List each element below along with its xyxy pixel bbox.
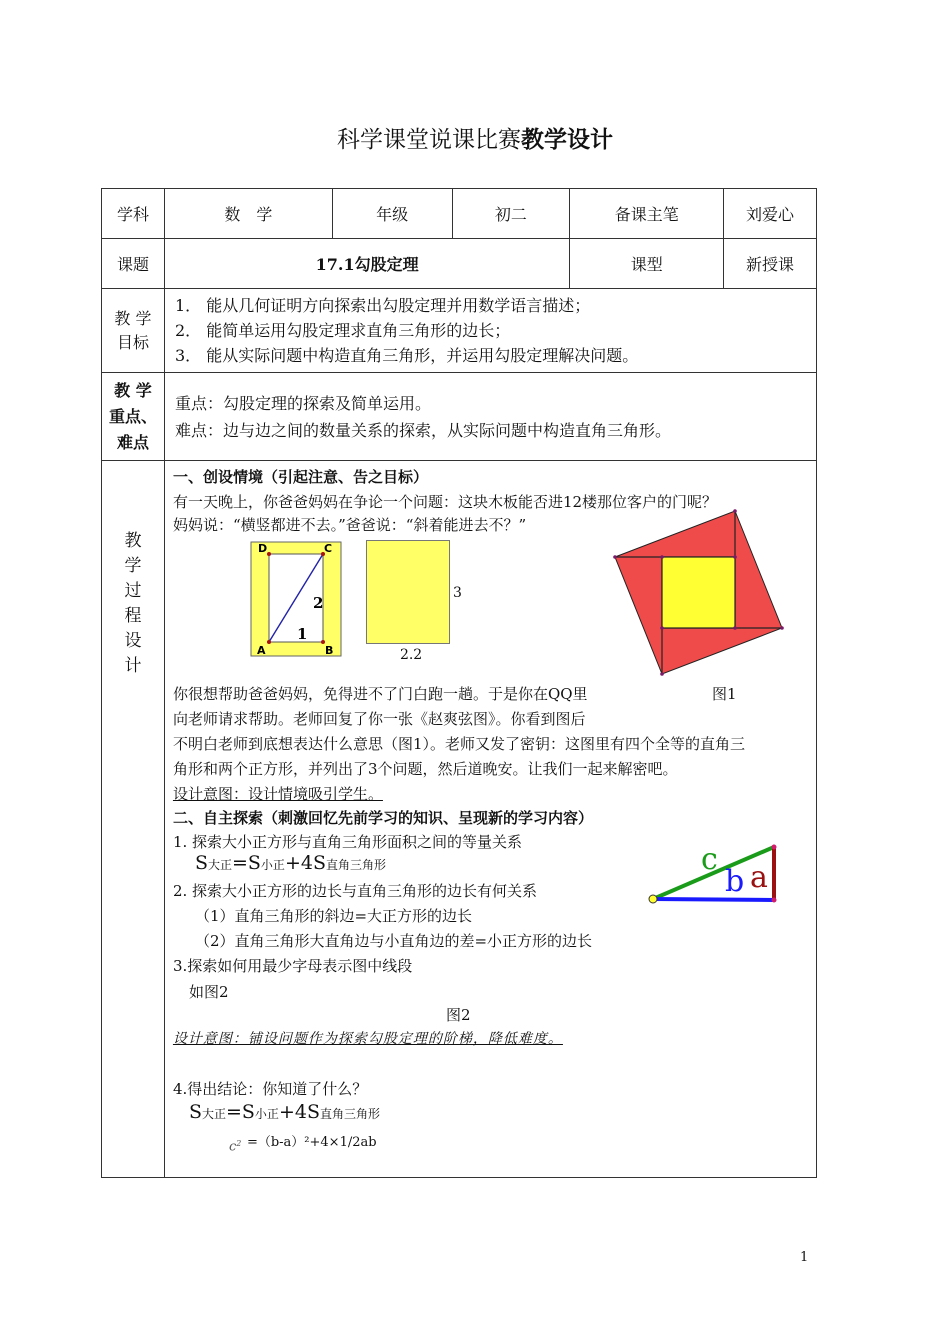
topic-value: 17.1勾股定理 — [164, 239, 569, 289]
section1-p5: 不明白老师到底想表达什么意思（图1）。老师又发了密钥：这图里有四个全等的直角三 — [172, 735, 745, 753]
board-height-label: 3 — [452, 585, 462, 601]
section1-intent: 设计意图：设计情境吸引学生。 — [172, 785, 383, 803]
subject-value: 数 学 — [164, 189, 332, 239]
section2-a1: （1）直角三角形的斜边=大正方形的边长 — [194, 907, 473, 925]
goal-item: 1． 能从几何证明方向探索出勾股定理并用数学语言描述； — [174, 296, 591, 315]
keypoints-content — [164, 373, 816, 461]
label-b: b — [724, 864, 745, 899]
type-value: 新授课 — [724, 239, 817, 289]
section2-q4: 4.得出结论：你知道了什么？ — [172, 1080, 368, 1098]
goals-label: 教 学 目标 — [102, 289, 165, 373]
author-value: 刘爱心 — [724, 189, 817, 239]
page-number: 1 — [800, 1250, 809, 1265]
type-label: 课型 — [570, 239, 724, 289]
page-title: 科学课堂说课比赛教学设计 — [337, 126, 613, 153]
difficulty-text: 难点：边与边之间的数量关系的探索，从实际问题中构造直角三角形。 — [174, 420, 671, 440]
side-b — [653, 899, 774, 900]
section2-a2: （2）直角三角形大直角边与小直角边的差=小正方形的边长 — [194, 932, 593, 950]
row-topic — [102, 239, 817, 289]
small-square — [662, 557, 735, 628]
label-2: 2 — [312, 594, 324, 612]
section2-q3b: 如图2 — [188, 983, 229, 1001]
goal-item: 2． 能简单运用勾股定理求直角三角形的边长； — [174, 321, 511, 340]
section2-q3: 3.探索如何用最少字母表示图中线段 — [172, 957, 413, 975]
grade-label: 年级 — [332, 189, 452, 239]
author-label: 备课主笔 — [570, 189, 724, 239]
process-content — [164, 461, 816, 1178]
focus-text: 重点：勾股定理的探索及简单运用。 — [174, 393, 431, 413]
section1-p6: 角形和两个正方形，并列出了3个问题，然后道晚安。让我们一起来解密吧。 — [172, 760, 678, 778]
goal-item: 3． 能从实际问题中构造直角三角形，并运用勾股定理解决问题。 — [174, 346, 639, 365]
section1-p4: 向老师请求帮助。老师回复了你一张《赵爽弦图》。你看到图后 — [172, 710, 586, 728]
row-subject — [102, 189, 817, 239]
label-c: c — [700, 842, 718, 877]
board-width-label: 2.2 — [399, 647, 423, 663]
area-formula-1: S大正=S小正+4S直角三角形 — [194, 852, 386, 874]
row-keypoints — [102, 373, 817, 461]
label-B: B — [324, 644, 334, 657]
section1-heading: 一、创设情境（引起注意、告之目标） — [172, 468, 428, 486]
lesson-plan-table — [101, 188, 817, 1178]
section2-q2: 2. 探索大小正方形的边长与直角三角形的边长有何关系 — [172, 882, 538, 900]
label-A: A — [256, 644, 266, 657]
grade-value: 初二 — [452, 189, 570, 239]
section1-p2: 妈妈说：“横竖都进不去。”爸爸说：“斜着能进去不？” — [172, 516, 527, 534]
right-triangle-figure — [647, 839, 782, 911]
keypoints-label: 教 学 重点、 难点 — [102, 373, 165, 461]
label-C: C — [323, 542, 333, 555]
process-label: 教 学 过 程 设 计 — [102, 461, 165, 1178]
row-goals — [102, 289, 817, 373]
section2-heading: 二、自主探索（刺激回忆先前学习的知识、呈现新的学习内容） — [172, 809, 593, 827]
label-a: a — [749, 860, 768, 895]
zhao-shuang-figure — [612, 509, 787, 681]
figure2-label: 图2 — [445, 1006, 471, 1024]
area-formula-2: S大正=S小正+4S直角三角形 — [188, 1101, 380, 1123]
section2-q1: 1. 探索大小正方形与直角三角形面积之间的等量关系 — [172, 833, 523, 851]
topic-label: 课题 — [102, 239, 165, 289]
figure1-label: 图1 — [711, 685, 737, 703]
section2-intent: 设计意图：铺设问题作为探索勾股定理的阶梯，降低难度。 — [172, 1031, 563, 1047]
subject-label: 学科 — [102, 189, 165, 239]
c-squared: $c^2$ — [228, 1139, 242, 1155]
label-D: D — [257, 542, 268, 555]
section1-p1: 有一天晚上，你爸爸妈妈在争论一个问题：这块木板能否进12楼那位客户的门呢？ — [172, 493, 718, 511]
board-rect — [366, 540, 450, 644]
pythagoras-formula: =（b-a）²+4×1/2ab — [246, 1135, 377, 1150]
label-1: 1 — [296, 625, 308, 643]
goals-list — [164, 289, 816, 373]
section1-p3: 你很想帮助爸爸妈妈，免得进不了门白跑一趟。于是你在QQ里 — [172, 685, 588, 703]
row-process — [102, 461, 817, 1178]
